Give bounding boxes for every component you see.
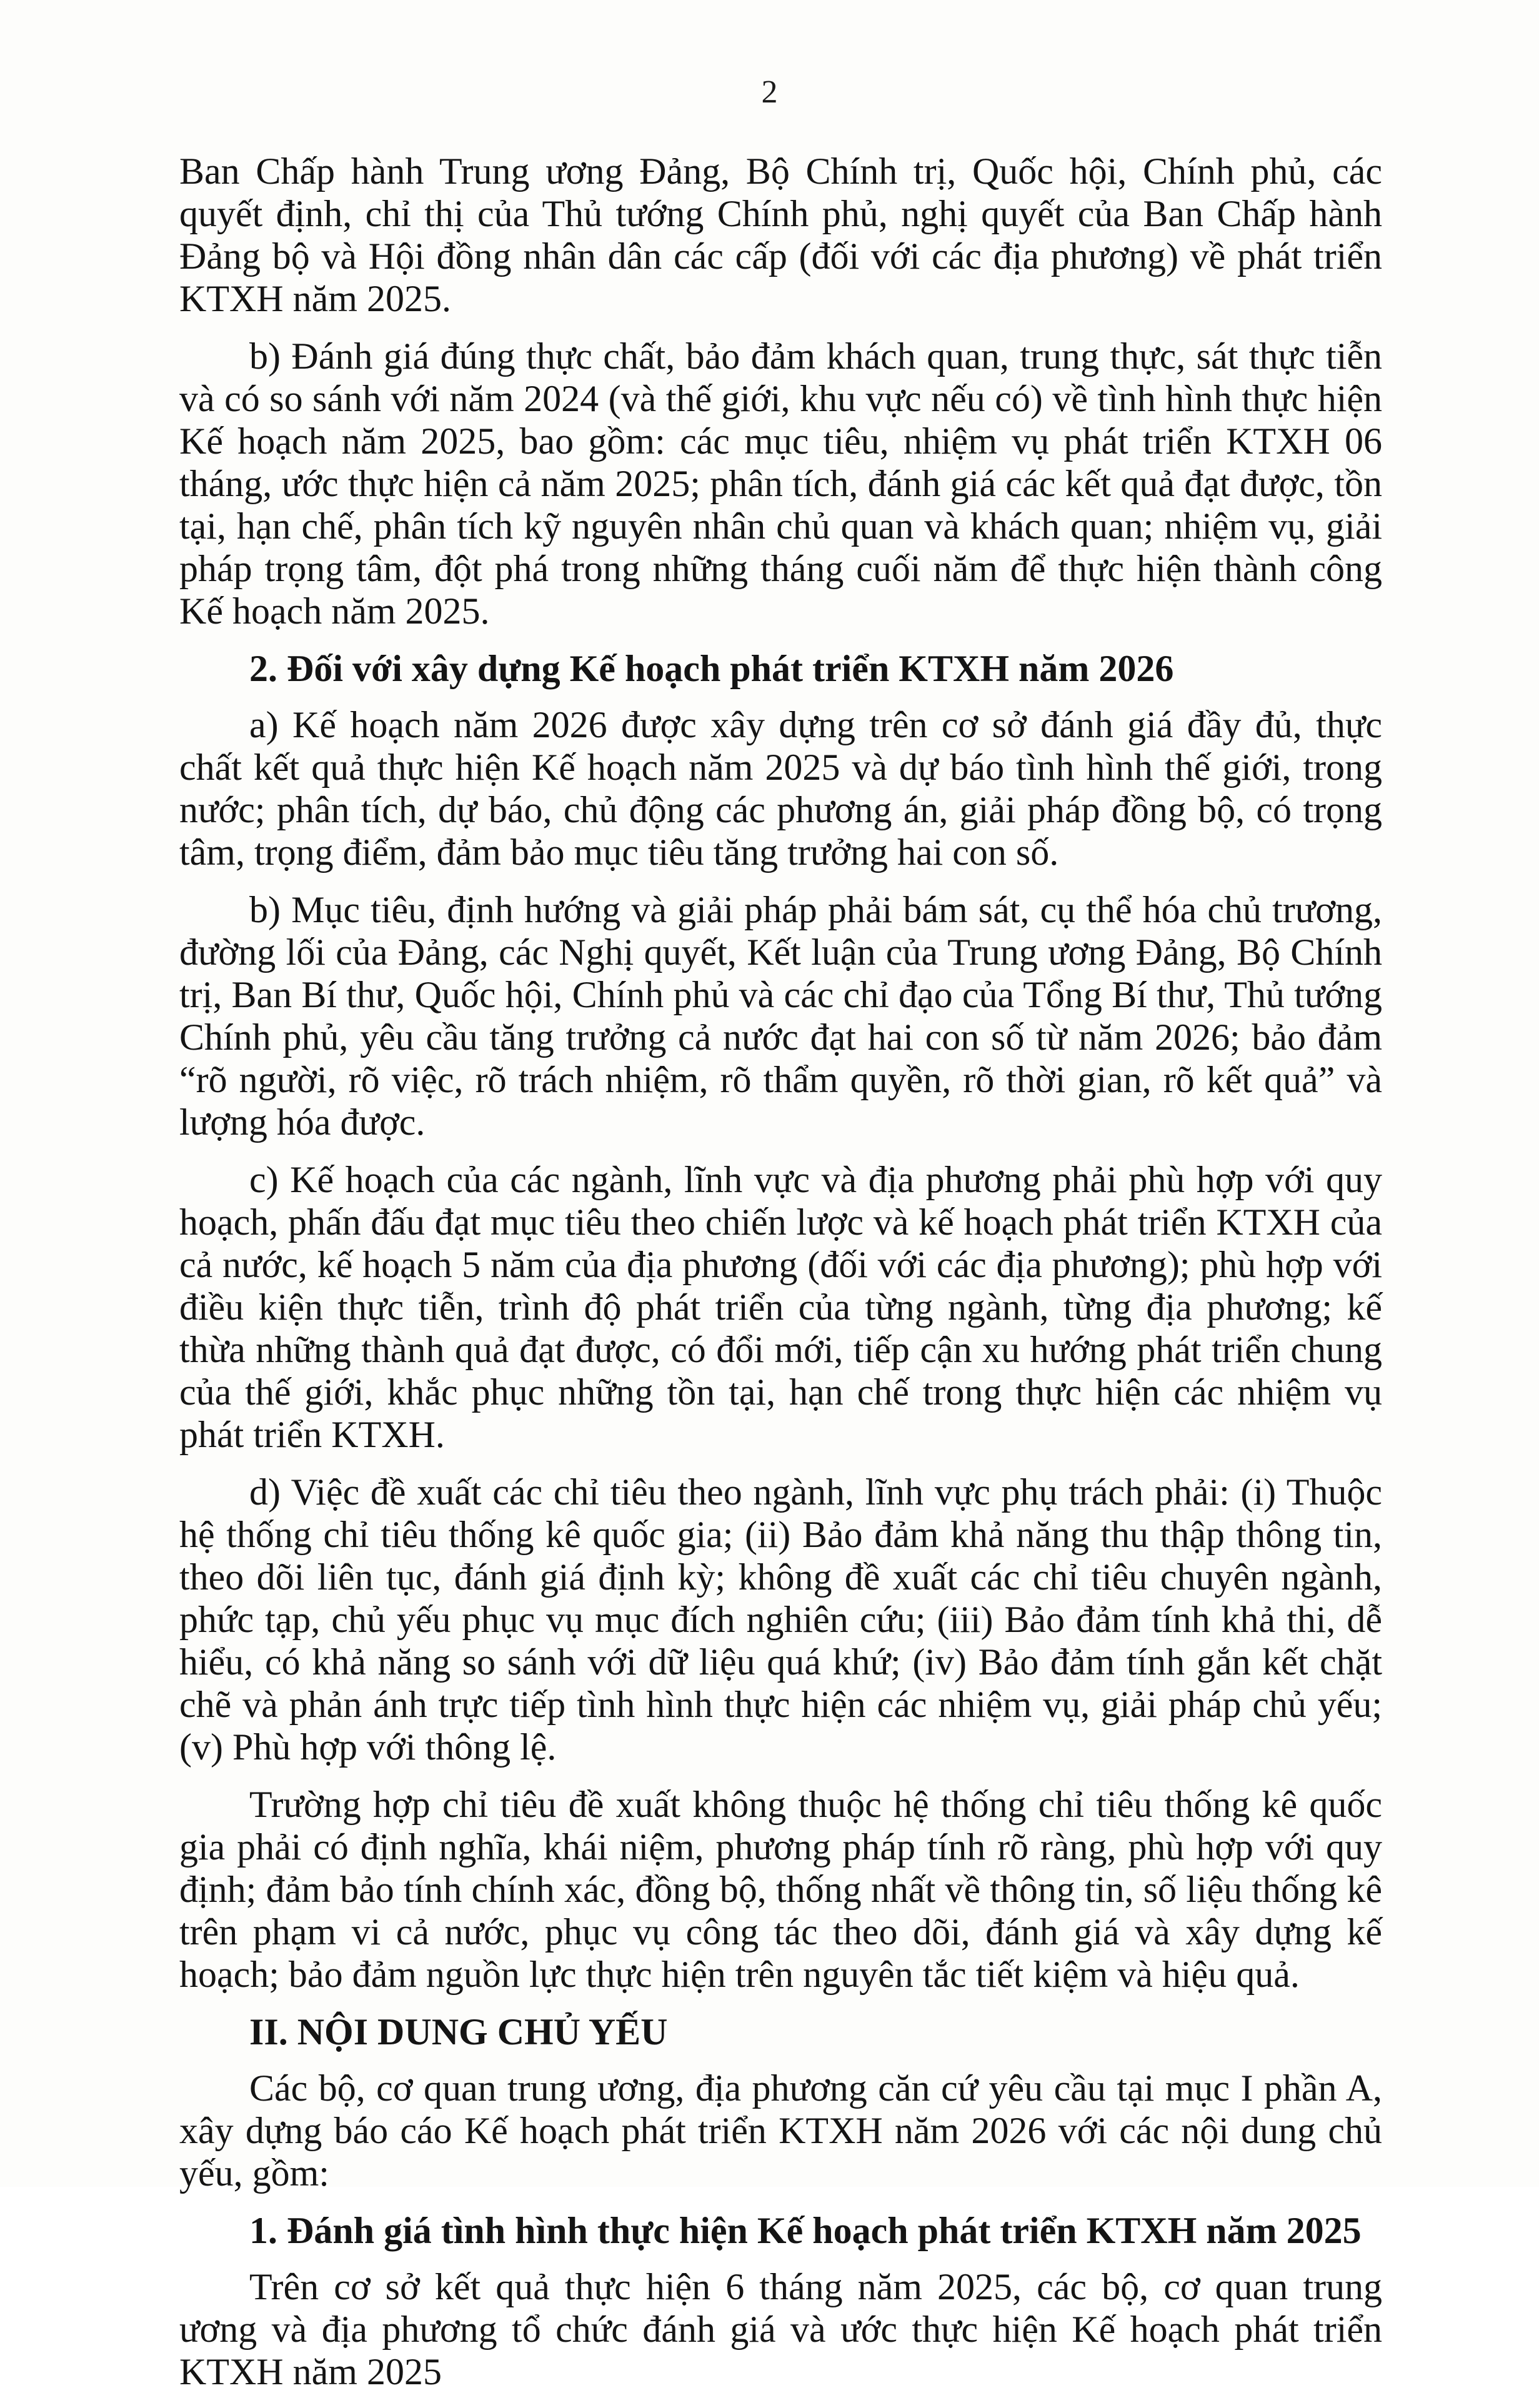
paragraph-2c: c) Kế hoạch của các ngành, lĩnh vực và địa phương phải phù hợp với quy hoạch, phấn đấu đạt mục tiêu theo chiến lược và kế hoạch phát triển KTXH của cả nước, kế hoạch 5 năm của địa phương (đối với các địa phương); phù hợp với điều kiện thực tiễn, trình độ phát triển của từng ngành, từng địa phương; kế thừa những thành quả đạt được, có đổi mới, tiếp cận xu hướng phát triển chung của thế giới, khắc phục những tồn tại, hạn chế trong thực hiện các nhiệm vụ phát triển KTXH. [179, 1159, 1382, 1455]
paragraph-1b: b) Đánh giá đúng thực chất, bảo đảm khách quan, trung thực, sát thực tiễn và có so sánh với năm 2024 (và thế giới, khu vực nếu có) về tình hình thực hiện Kế hoạch năm 2025, bao gồm: các mục tiêu, nhiệm vụ phát triển KTXH 06 tháng, ước thực hiện cả năm 2025; phân tích, đánh giá các kết quả đạt được, tồn tại, hạn chế, phân tích kỹ nguyên nhân chủ quan và khách quan; nhiệm vụ, giải pháp trọng tâm, đột phá trong những tháng cuối năm để thực hiện thành công Kế hoạch năm 2025. [179, 336, 1382, 632]
paragraph-2a: a) Kế hoạch năm 2026 được xây dựng trên cơ sở đánh giá đầy đủ, thực chất kết quả thực hiện Kế hoạch năm 2025 và dự báo tình hình thế giới, trong nước; phân tích, dự báo, chủ động các phương án, giải pháp đồng bộ, có trọng tâm, trọng điểm, đảm bảo mục tiêu tăng trưởng hai con số. [179, 704, 1382, 873]
page-number: 2 [761, 74, 778, 110]
paragraph-continuation: Ban Chấp hành Trung ương Đảng, Bộ Chính trị, Quốc hội, Chính phủ, các quyết định, chỉ thị của Thủ tướng Chính phủ, nghị quyết của Ban Chấp hành Đảng bộ và Hội đồng nhân dân các cấp (đối với các địa phương) về phát triển KTXH năm 2025. [179, 151, 1382, 319]
paragraph-2d: d) Việc đề xuất các chỉ tiêu theo ngành, lĩnh vực phụ trách phải: (i) Thuộc hệ thống chỉ tiêu thống kê quốc gia; (ii) Bảo đảm khả năng thu thập thông tin, theo dõi liên tục, đánh giá định kỳ; không đề xuất các chỉ tiêu chuyên ngành, phức tạp, chủ yếu phục vụ mục đích nghiên cứu; (iii) Bảo đảm tính khả thi, dễ hiểu, có khả năng so sánh với dữ liệu quá khứ; (iv) Bảo đảm tính gắn kết chặt chẽ và phản ánh trực tiếp tình hình thực hiện các nhiệm vụ, giải pháp chủ yếu; (v) Phù hợp với thông lệ. [179, 1471, 1382, 1768]
paragraph-II-intro: Các bộ, cơ quan trung ương, địa phương căn cứ yêu cầu tại mục I phần A, xây dựng báo cáo Kế hoạch phát triển KTXH năm 2026 với các nội dung chủ yếu, gồm: [179, 2067, 1382, 2194]
paragraph-2b: b) Mục tiêu, định hướng và giải pháp phải bám sát, cụ thể hóa chủ trương, đường lối của Đảng, các Nghị quyết, Kết luận của Trung ương Đảng, Bộ Chính trị, Ban Bí thư, Quốc hội, Chính phủ và các chỉ đạo của Tổng Bí thư, Thủ tướng Chính phủ, yêu cầu tăng trưởng cả nước đạt hai con số từ năm 2026; bảo đảm “rõ người, rõ việc, rõ trách nhiệm, rõ thẩm quyền, rõ thời gian, rõ kết quả” và lượng hóa được. [179, 889, 1382, 1143]
document-body [179, 150, 1382, 2408]
heading-section-II: II. NỘI DUNG CHỦ YẾU [249, 2011, 668, 2052]
heading-section-2: 2. Đối với xây dựng Kế hoạch phát triển KTXH năm 2026 [249, 648, 1174, 689]
paragraph-II-1: Trên cơ sở kết quả thực hiện 6 tháng năm 2025, các bộ, cơ quan trung ương và địa phương tổ chức đánh giá và ước thực hiện Kế hoạch phát triển KTXH năm 2025 [179, 2266, 1382, 2392]
paragraph-indicator-case: Trường hợp chỉ tiêu đề xuất không thuộc hệ thống chỉ tiêu thống kê quốc gia phải có định nghĩa, khái niệm, phương pháp tính rõ ràng, phù hợp với quy định; đảm bảo tính chính xác, đồng bộ, thống nhất về thông tin, số liệu thống kê trên phạm vi cả nước, phục vụ công tác theo dõi, đánh giá và xây dựng kế hoạch; bảo đảm nguồn lực thực hiện trên nguyên tắc tiết kiệm và hiệu quả. [179, 1784, 1382, 1995]
heading-section-II-1: 1. Đánh giá tình hình thực hiện Kế hoạch phát triển KTXH năm 2025 [249, 2210, 1362, 2251]
